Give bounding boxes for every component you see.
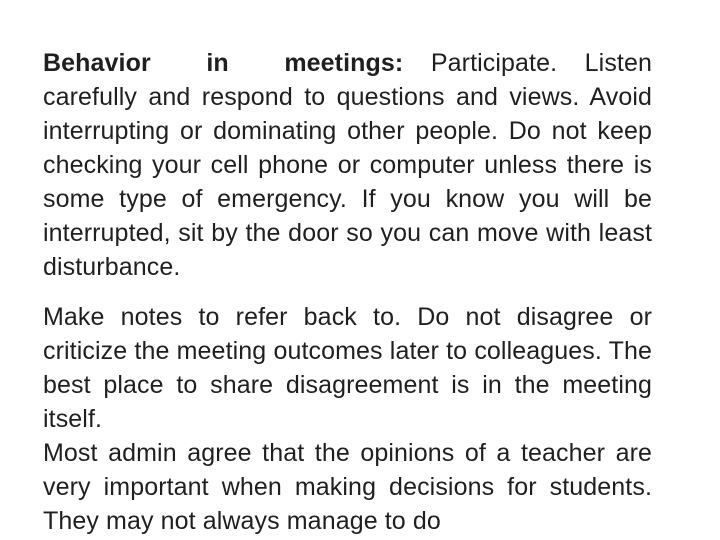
paragraph-heading: Behavior in meetings: (43, 49, 404, 77)
paragraph-admin-opinions (43, 436, 652, 538)
paragraph-make-notes (43, 300, 652, 436)
paragraph-text: Make notes to refer back to. Do not disagree or criticize the meeting outcomes later to colleagues. The best place to share disagreement is in the meeting itself. (43, 303, 652, 433)
paragraph-behavior-in-meetings (43, 46, 652, 284)
paragraph-text: Participate. Listen carefully and respond to questions and views. Avoid interrupting or dominating other people. Do not keep checking your cell phone or computer unless there is some type of emergency. If you know you will be interrupted, sit by the door so you can move with least disturbance. (43, 49, 652, 281)
document-body (43, 46, 652, 538)
paragraph-text: Most admin agree that the opinions of a teacher are very important when making decisions for students. They may not always manage to do (43, 439, 652, 535)
